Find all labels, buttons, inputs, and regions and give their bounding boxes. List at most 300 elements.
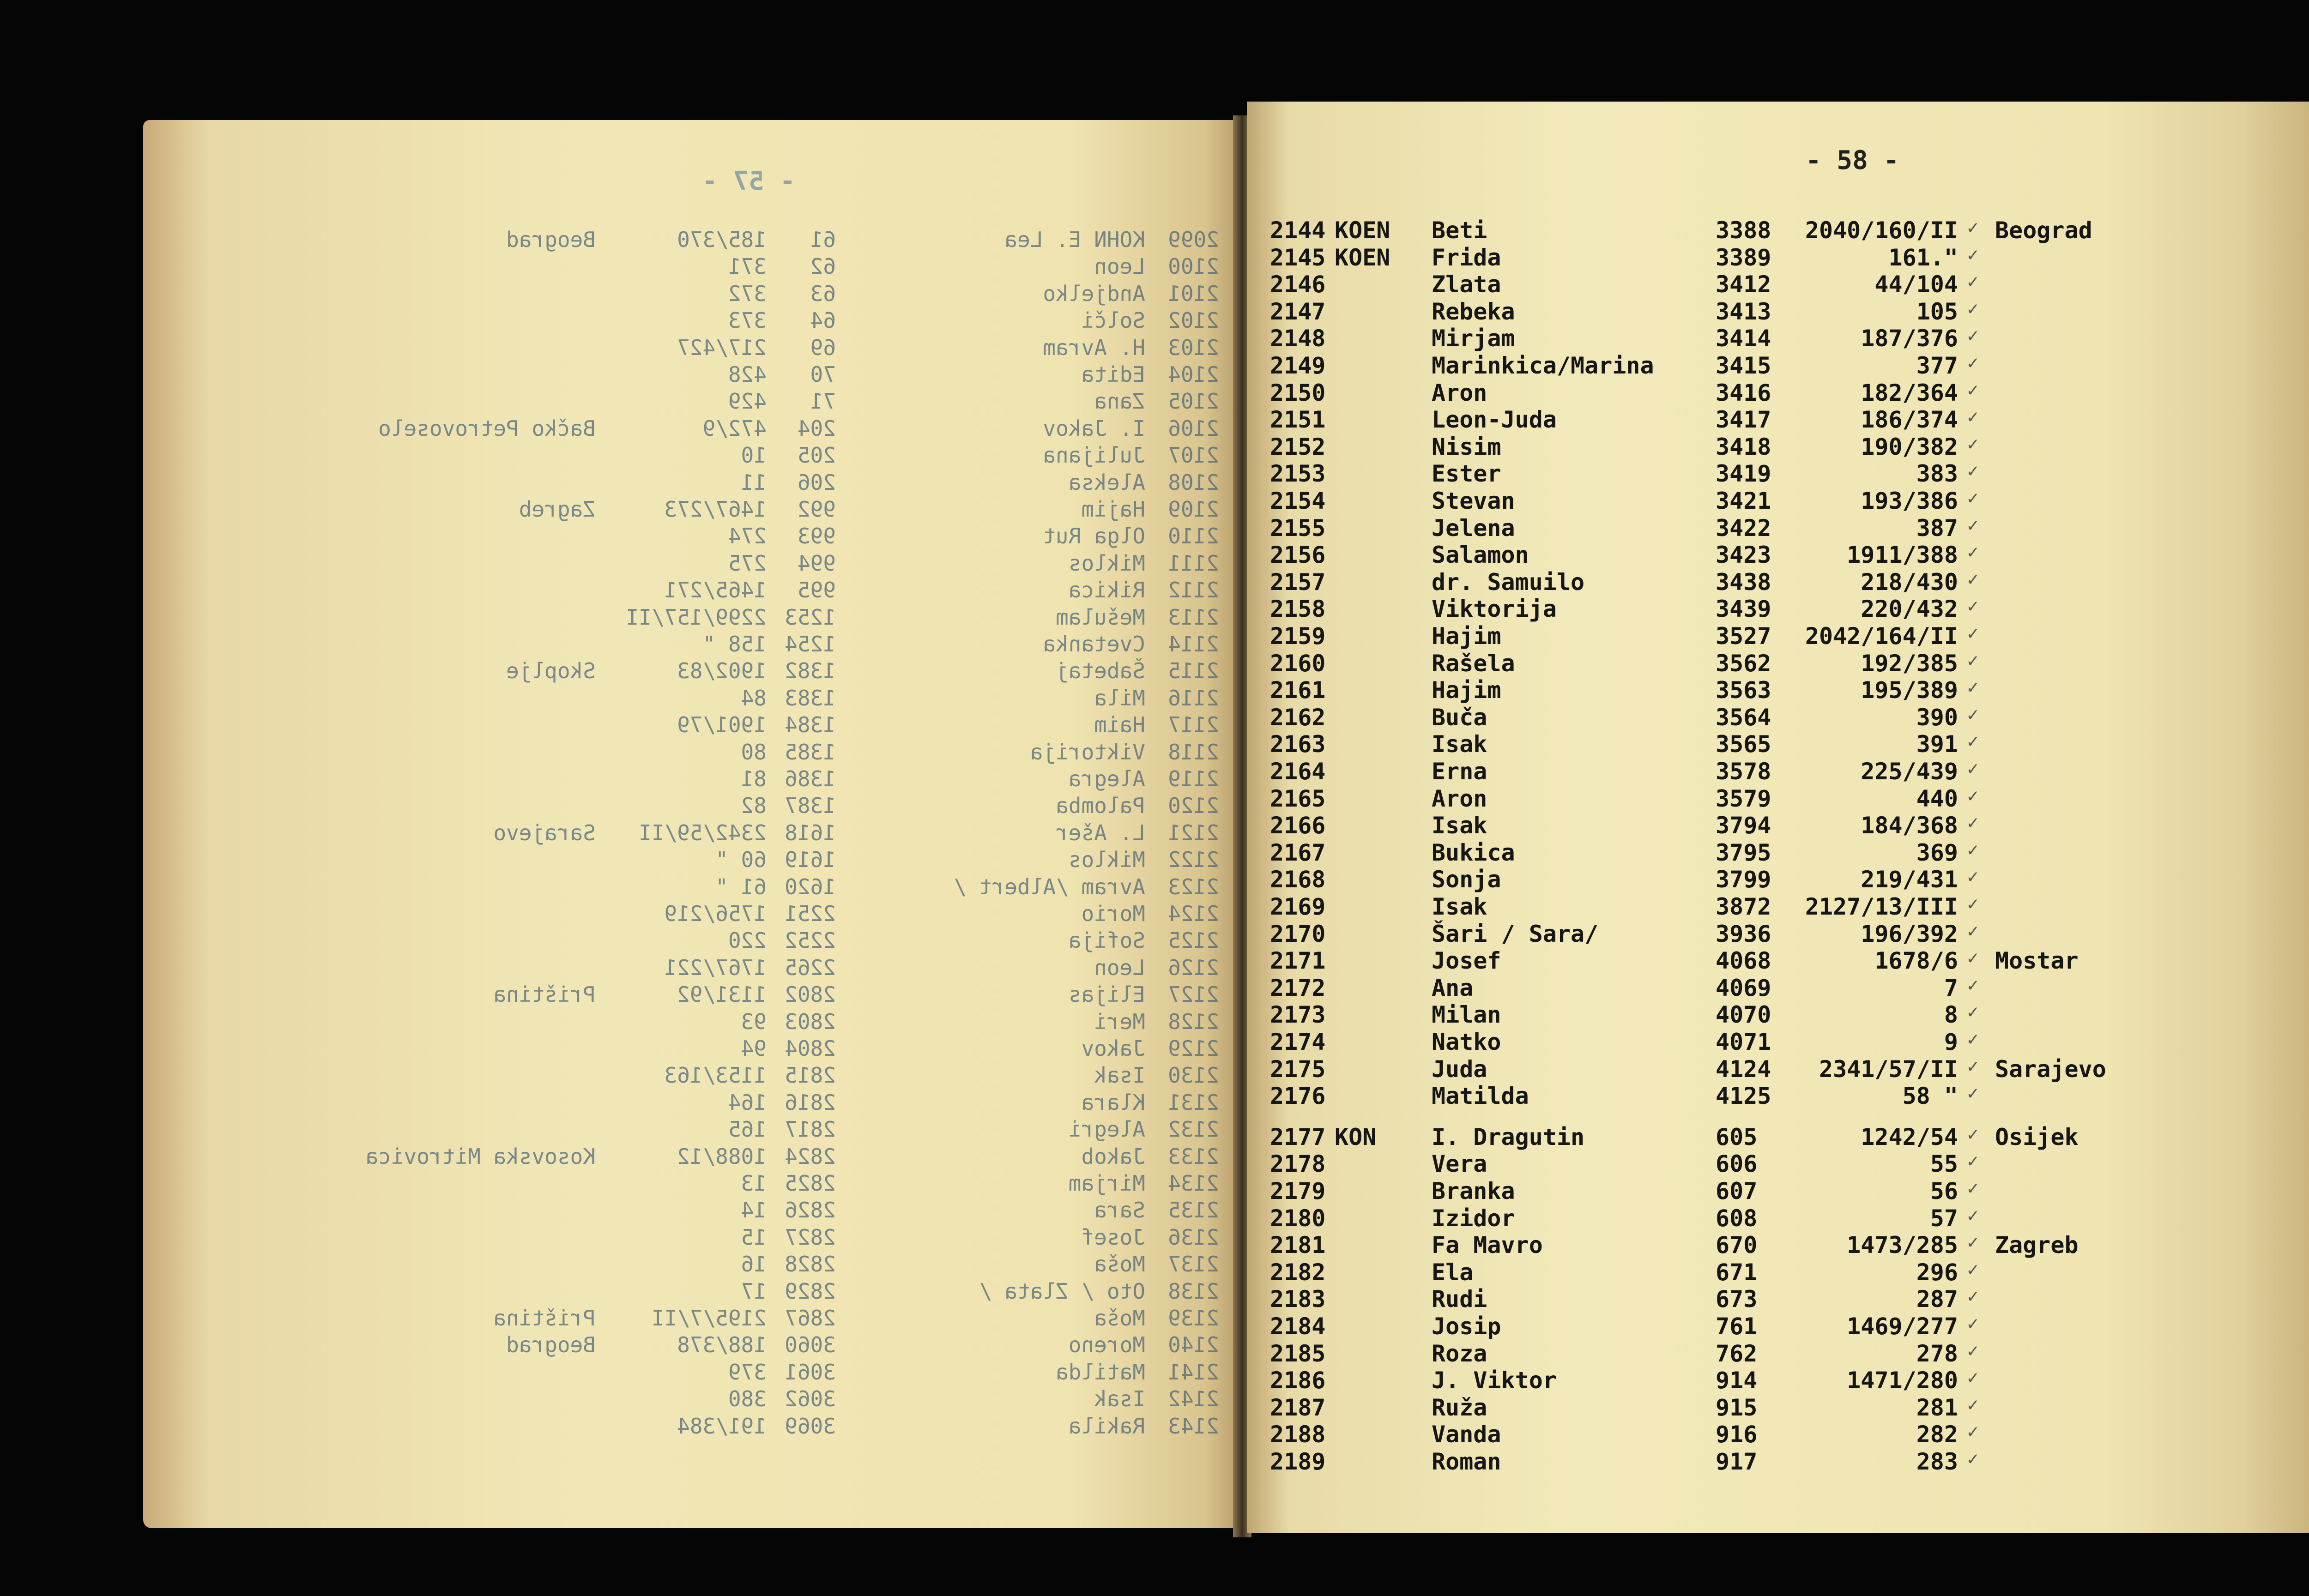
reference-number: 275 <box>728 550 767 576</box>
table-row <box>143 308 1238 335</box>
row-number: 2142 <box>1168 1386 1219 1412</box>
table-row <box>143 982 1238 1009</box>
register-number: 205 <box>797 443 836 468</box>
register-number: 3060 <box>785 1332 836 1358</box>
register-number: 64 <box>810 308 836 333</box>
register-number: 1620 <box>785 874 836 899</box>
table-row <box>143 335 1238 362</box>
register-number: 2867 <box>785 1306 836 1331</box>
register-number: 4071 <box>1716 1029 1771 1055</box>
table-row <box>1247 596 2309 622</box>
table-row <box>1247 217 2309 244</box>
check-mark-icon: ✓ <box>1967 758 1979 779</box>
table-row <box>143 578 1238 604</box>
reference-number: 16 <box>741 1252 767 1277</box>
table-row <box>1247 1394 2309 1421</box>
table-row <box>1247 1448 2309 1475</box>
table-row <box>1247 515 2309 542</box>
surname: KON <box>1335 1123 1377 1150</box>
check-mark-icon: ✓ <box>1967 920 1979 942</box>
register-number: 71 <box>810 389 836 414</box>
check-mark-icon: ✓ <box>1967 542 1979 563</box>
register-number: 206 <box>797 470 836 495</box>
check-mark-icon: ✓ <box>1967 677 1979 699</box>
reference-number: 1902/83 <box>677 658 767 684</box>
register-number: 3439 <box>1716 596 1771 623</box>
register-number: 3795 <box>1716 839 1771 866</box>
row-number: 2133 <box>1168 1144 1219 1169</box>
register-number: 3564 <box>1716 704 1771 731</box>
reference-number: 165 <box>728 1117 767 1142</box>
row-number: 2110 <box>1168 524 1219 549</box>
table-row <box>1247 460 2309 487</box>
table-row <box>1247 406 2309 433</box>
row-number: 2170 <box>1270 920 1326 947</box>
table-row <box>143 281 1238 308</box>
row-number: 2159 <box>1270 623 1326 650</box>
table-row <box>1247 866 2309 893</box>
register-number: 1382 <box>785 658 836 684</box>
reference-number: 1473/285 <box>1847 1232 1958 1259</box>
row-number: 2179 <box>1270 1178 1326 1205</box>
person-name: Palomba <box>1056 793 1145 819</box>
row-number: 2176 <box>1270 1083 1326 1110</box>
table-row <box>143 686 1238 712</box>
person-name: Elijas <box>1068 982 1145 1007</box>
person-name: Miklos <box>1068 847 1145 873</box>
surname: KOEN <box>1335 244 1390 271</box>
table-row <box>143 793 1238 820</box>
city-name: Priština <box>493 1306 596 1331</box>
reference-number: 14 <box>741 1198 767 1223</box>
row-number: 2139 <box>1168 1306 1219 1331</box>
reference-number: 220/432 <box>1861 596 1958 623</box>
register-number: 3415 <box>1716 352 1771 379</box>
table-row <box>1247 650 2309 677</box>
check-mark-icon: ✓ <box>1967 244 1979 265</box>
reference-number: 8 <box>1944 1001 1958 1029</box>
register-number: 762 <box>1716 1340 1758 1367</box>
check-mark-icon: ✓ <box>1967 1367 1979 1389</box>
row-number: 2117 <box>1168 712 1219 738</box>
person-name: Šabetaj <box>1056 658 1145 684</box>
reference-number: 281 <box>1916 1394 1958 1421</box>
reference-number: 1911/388 <box>1847 542 1958 569</box>
row-number: 2164 <box>1270 758 1326 785</box>
row-number: 2100 <box>1168 254 1219 279</box>
table-row <box>143 551 1238 578</box>
reference-number: 1756/219 <box>664 901 767 926</box>
row-number: 2112 <box>1168 578 1219 603</box>
check-mark-icon: ✓ <box>1967 623 1979 644</box>
table-row <box>1247 1232 2309 1259</box>
register-number: 3579 <box>1716 785 1771 812</box>
reference-number: 390 <box>1916 704 1958 731</box>
person-name: Klara <box>1081 1090 1145 1115</box>
table-row <box>1247 1001 2309 1028</box>
reference-number: 193/386 <box>1861 488 1958 514</box>
reference-number: 287 <box>1916 1286 1958 1313</box>
reference-number: 196/392 <box>1861 920 1958 947</box>
reference-number: 1471/280 <box>1847 1367 1958 1394</box>
register-number: 2824 <box>785 1144 836 1169</box>
reference-number: 371 <box>728 254 767 279</box>
table-row <box>1247 785 2309 812</box>
reference-number: 1467/273 <box>664 497 767 522</box>
row-number: 2111 <box>1168 550 1219 576</box>
reference-number: 1088/12 <box>677 1144 767 1169</box>
reference-number: 383 <box>1916 460 1958 488</box>
table-row <box>1247 704 2309 731</box>
reference-number: 217/427 <box>677 335 767 360</box>
row-number: 2126 <box>1168 955 1219 980</box>
person-name: Edita <box>1081 362 1145 387</box>
reference-number: 428 <box>728 362 767 387</box>
register-number: 3389 <box>1716 244 1771 271</box>
register-number: 1253 <box>785 604 836 630</box>
row-number: 2122 <box>1168 847 1219 873</box>
person-name: Rikica <box>1068 578 1145 603</box>
reference-number: 186/374 <box>1861 406 1958 434</box>
table-row <box>143 1198 1238 1224</box>
table-row <box>143 766 1238 793</box>
row-number: 2144 <box>1270 217 1326 244</box>
city-name: Beograd <box>1995 217 2092 244</box>
person-name: Erna <box>1432 758 1487 785</box>
check-mark-icon: ✓ <box>1967 1205 1979 1226</box>
register-number: 3061 <box>785 1359 836 1385</box>
reference-number: 220 <box>728 928 767 953</box>
register-number: 3872 <box>1716 893 1771 920</box>
row-number: 2131 <box>1168 1090 1219 1115</box>
table-row <box>143 1306 1238 1332</box>
row-number: 2146 <box>1270 271 1326 298</box>
register-number: 917 <box>1716 1448 1758 1475</box>
row-number: 2104 <box>1168 362 1219 387</box>
person-name: Avram /Albert / <box>953 874 1145 899</box>
row-number: 2103 <box>1168 335 1219 360</box>
reference-number: 2040/160/II <box>1805 217 1958 244</box>
reference-number: 56 <box>1930 1178 1958 1205</box>
check-mark-icon: ✓ <box>1967 298 1979 319</box>
check-mark-icon: ✓ <box>1967 974 1979 996</box>
person-name: Miklos <box>1068 550 1145 576</box>
row-number: 2138 <box>1168 1278 1219 1304</box>
register-number: 3413 <box>1716 298 1771 325</box>
reference-number: 188/378 <box>677 1332 767 1358</box>
table-row <box>1247 1313 2309 1340</box>
table-row <box>143 874 1238 901</box>
reference-number: 184/368 <box>1861 812 1958 839</box>
register-number: 4069 <box>1716 974 1771 1001</box>
reference-number: 429 <box>728 389 767 414</box>
register-number: 2829 <box>785 1278 836 1304</box>
person-name: Haim <box>1094 712 1145 738</box>
reference-number: 2042/164/II <box>1805 623 1958 650</box>
person-name: Fa Mavro <box>1432 1232 1543 1259</box>
table-row <box>143 820 1238 847</box>
table-row <box>1247 244 2309 271</box>
row-number: 2184 <box>1270 1313 1326 1340</box>
table-row <box>1247 921 2309 947</box>
person-name: Šari / Sara/ <box>1432 920 1599 947</box>
person-name: Morio <box>1081 901 1145 926</box>
reference-number: 161." <box>1888 244 1958 271</box>
reference-number: 387 <box>1916 514 1958 542</box>
row-number: 2105 <box>1168 389 1219 414</box>
row-number: 2128 <box>1168 1009 1219 1034</box>
row-number: 2108 <box>1168 470 1219 495</box>
person-name: dr. Samuilo <box>1432 568 1585 596</box>
person-name: I. Jakov <box>1043 416 1145 441</box>
table-row <box>143 1279 1238 1306</box>
table-row <box>1247 839 2309 866</box>
register-number: 2826 <box>785 1198 836 1223</box>
check-mark-icon: ✓ <box>1967 1178 1979 1199</box>
register-number: 4125 <box>1716 1083 1771 1110</box>
reference-number: 380 <box>728 1386 767 1412</box>
row-number: 2141 <box>1168 1359 1219 1385</box>
person-name: Ela <box>1432 1259 1474 1286</box>
city-name: Priština <box>493 982 596 1007</box>
person-name: Hajim <box>1432 623 1501 650</box>
table-row <box>143 1063 1238 1090</box>
person-name: Sofija <box>1068 928 1145 953</box>
table-row <box>1247 1259 2309 1286</box>
row-number: 2127 <box>1168 982 1219 1007</box>
table-row <box>143 605 1238 632</box>
check-mark-icon: ✓ <box>1967 1055 1979 1077</box>
register-number: 62 <box>810 254 836 279</box>
register-number: 3414 <box>1716 325 1771 352</box>
table-row <box>1247 1367 2309 1394</box>
register-number: 605 <box>1716 1123 1758 1150</box>
reference-number: 2195/7/II <box>651 1306 767 1331</box>
table-row <box>1247 1421 2309 1448</box>
right-page-number: - 58 - <box>1806 145 1899 175</box>
reference-number: 164 <box>728 1090 767 1115</box>
check-mark-icon: ✓ <box>1967 1448 1979 1470</box>
register-number: 995 <box>797 578 836 603</box>
person-name: Jelena <box>1432 514 1515 542</box>
reference-number: 61 " <box>715 874 767 899</box>
register-number: 1387 <box>785 793 836 819</box>
row-number: 2172 <box>1270 974 1326 1001</box>
register-number: 3421 <box>1716 488 1771 514</box>
reference-number: 369 <box>1916 839 1958 866</box>
check-mark-icon: ✓ <box>1967 433 1979 455</box>
reference-number: 1901/79 <box>677 712 767 738</box>
register-number: 2803 <box>785 1009 836 1034</box>
person-name: Salamon <box>1432 542 1529 569</box>
person-name: Alegri <box>1068 1117 1145 1142</box>
register-number: 915 <box>1716 1394 1758 1421</box>
reference-number: 218/430 <box>1861 568 1958 596</box>
table-row <box>1247 1150 2309 1177</box>
table-row <box>1247 1124 2309 1150</box>
reference-number: 2341/57/II <box>1819 1055 1958 1083</box>
row-number: 2174 <box>1270 1029 1326 1055</box>
check-mark-icon: ✓ <box>1967 1259 1979 1280</box>
reference-number: 15 <box>741 1224 767 1250</box>
person-name: Roman <box>1432 1448 1501 1475</box>
register-number: 3388 <box>1716 217 1771 244</box>
reference-number: 82 <box>741 793 767 819</box>
register-number: 1385 <box>785 739 836 765</box>
person-name: Viktorija <box>1432 596 1557 623</box>
person-name: Sara <box>1094 1198 1145 1223</box>
row-number: 2150 <box>1270 379 1326 406</box>
row-number: 2134 <box>1168 1171 1219 1196</box>
table-row <box>1247 434 2309 460</box>
check-mark-icon: ✓ <box>1967 1001 1979 1023</box>
reference-number: 1767/221 <box>664 955 767 980</box>
register-number: 916 <box>1716 1421 1758 1448</box>
check-mark-icon: ✓ <box>1967 325 1979 347</box>
check-mark-icon: ✓ <box>1967 514 1979 536</box>
person-name: L. Ašer <box>1056 820 1145 845</box>
row-number: 2145 <box>1270 244 1326 271</box>
person-name: Mirjam <box>1068 1171 1145 1196</box>
table-row <box>1247 488 2309 514</box>
row-number: 2124 <box>1168 901 1219 926</box>
reference-number: 55 <box>1930 1150 1958 1178</box>
reference-number: 1469/277 <box>1847 1313 1958 1340</box>
check-mark-icon: ✓ <box>1967 488 1979 509</box>
right-page <box>1247 102 2309 1533</box>
check-mark-icon: ✓ <box>1967 271 1979 293</box>
person-name: Matilda <box>1056 1359 1145 1385</box>
person-name: Beti <box>1432 217 1487 244</box>
person-name: Hajim <box>1432 677 1501 704</box>
reference-number: 379 <box>728 1359 767 1385</box>
person-name: Matilda <box>1432 1083 1529 1110</box>
table-row <box>143 955 1238 982</box>
check-mark-icon: ✓ <box>1967 352 1979 373</box>
table-row <box>1247 812 2309 839</box>
open-ledger-book <box>143 102 2309 1547</box>
table-row <box>143 928 1238 955</box>
table-row <box>143 658 1238 685</box>
row-number: 2118 <box>1168 739 1219 765</box>
person-name: Leon <box>1094 254 1145 279</box>
register-number: 671 <box>1716 1259 1758 1286</box>
person-name: Olga Rut <box>1043 524 1145 549</box>
register-number: 3527 <box>1716 623 1771 650</box>
register-number: 69 <box>810 335 836 360</box>
person-name: Andjelko <box>1043 281 1145 306</box>
row-number: 2136 <box>1168 1224 1219 1250</box>
register-number: 61 <box>810 227 836 252</box>
register-number: 3578 <box>1716 758 1771 785</box>
person-name: Vanda <box>1432 1421 1501 1448</box>
row-number: 2158 <box>1270 596 1326 623</box>
check-mark-icon: ✓ <box>1967 379 1979 401</box>
row-number: 2175 <box>1270 1055 1326 1083</box>
table-row <box>143 1360 1238 1386</box>
register-number: 3422 <box>1716 514 1771 542</box>
reference-number: 1131/92 <box>677 982 767 1007</box>
row-number: 2152 <box>1270 433 1326 460</box>
table-row <box>1247 352 2309 379</box>
row-number: 2154 <box>1270 488 1326 514</box>
reference-number: 296 <box>1916 1259 1958 1286</box>
row-number: 2169 <box>1270 893 1326 920</box>
register-number: 2816 <box>785 1090 836 1115</box>
person-name: Marinkica/Marina <box>1432 352 1654 379</box>
reference-number: 58 " <box>1902 1083 1958 1110</box>
reference-number: 192/385 <box>1861 650 1958 677</box>
row-number: 2155 <box>1270 514 1326 542</box>
person-name: Leon-Juda <box>1432 406 1557 434</box>
check-mark-icon: ✓ <box>1967 217 1979 238</box>
register-number: 1386 <box>785 766 836 791</box>
person-name: Natko <box>1432 1029 1501 1055</box>
person-name: Meri <box>1094 1009 1145 1034</box>
reference-number: 1242/54 <box>1861 1123 1958 1150</box>
table-row <box>143 227 1238 254</box>
check-mark-icon: ✓ <box>1967 1394 1979 1415</box>
person-name: Josef <box>1432 947 1501 975</box>
row-number: 2115 <box>1168 658 1219 684</box>
reference-number: 1465/271 <box>664 578 767 603</box>
register-number: 608 <box>1716 1205 1758 1232</box>
check-mark-icon: ✓ <box>1967 731 1979 753</box>
table-row <box>143 362 1238 389</box>
row-number: 2178 <box>1270 1150 1326 1178</box>
person-name: Mirjam <box>1432 325 1515 352</box>
check-mark-icon: ✓ <box>1967 1083 1979 1104</box>
reference-number: 2342/59/II <box>639 820 767 845</box>
register-number: 994 <box>797 550 836 576</box>
check-mark-icon: ✓ <box>1967 1421 1979 1443</box>
person-name: Zlata <box>1432 271 1501 298</box>
person-name: Rakila <box>1068 1413 1145 1439</box>
table-row <box>143 847 1238 874</box>
reference-number: 1678/6 <box>1874 947 1958 975</box>
check-mark-icon: ✓ <box>1967 568 1979 590</box>
table-row <box>143 1144 1238 1171</box>
check-mark-icon: ✓ <box>1967 893 1979 915</box>
table-row <box>143 470 1238 497</box>
table-row <box>143 254 1238 281</box>
reference-number: 13 <box>741 1171 767 1196</box>
register-number: 4124 <box>1716 1055 1771 1083</box>
table-row <box>1247 1340 2309 1367</box>
register-number: 3062 <box>785 1386 836 1412</box>
person-name: Aron <box>1432 379 1487 406</box>
table-row <box>1247 947 2309 974</box>
person-name: Jakov <box>1081 1036 1145 1061</box>
check-mark-icon: ✓ <box>1967 785 1979 807</box>
person-name: Izidor <box>1432 1205 1515 1232</box>
reference-number: 182/364 <box>1861 379 1958 406</box>
reference-number: 105 <box>1916 298 1958 325</box>
reference-number: 94 <box>741 1036 767 1061</box>
row-number: 2160 <box>1270 650 1326 677</box>
register-number: 63 <box>810 281 836 306</box>
check-mark-icon: ✓ <box>1967 704 1979 725</box>
row-number: 2147 <box>1270 298 1326 325</box>
left-page <box>143 120 1238 1528</box>
table-row <box>143 416 1238 443</box>
person-name: Sonja <box>1432 866 1501 893</box>
person-name: Julijana <box>1043 443 1145 468</box>
table-row <box>1247 893 2309 920</box>
city-name: Beograd <box>506 227 596 252</box>
row-number: 2107 <box>1168 443 1219 468</box>
row-number: 2165 <box>1270 785 1326 812</box>
